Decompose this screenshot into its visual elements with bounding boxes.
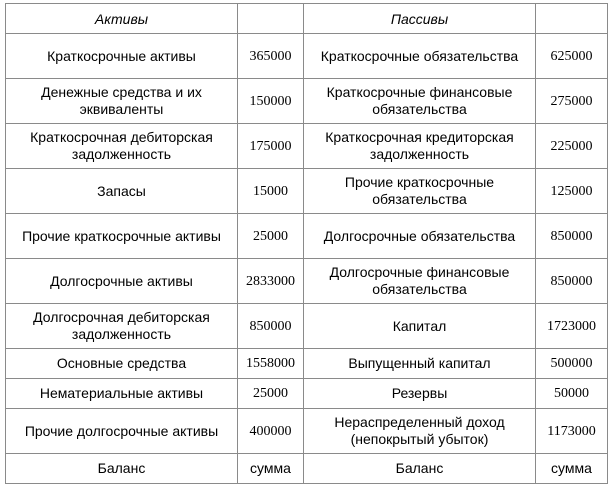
balance-total-row <box>6 454 608 484</box>
asset-label: Долгосрочная дебиторская задолженность <box>6 304 238 349</box>
balance-sheet-table <box>5 3 608 484</box>
asset-value: 1558000 <box>238 349 304 379</box>
asset-label: Основные средства <box>6 349 238 379</box>
asset-value: 2833000 <box>238 259 304 304</box>
asset-balance-value: сумма <box>238 454 304 484</box>
liability-value: 850000 <box>536 259 608 304</box>
asset-label: Нематериальные активы <box>6 379 238 409</box>
asset-value: 400000 <box>238 409 304 454</box>
liability-value: 500000 <box>536 349 608 379</box>
liability-label: Выпущенный капитал <box>304 349 536 379</box>
asset-label: Краткосрочная дебиторская задолженность <box>6 124 238 169</box>
liability-label: Прочие краткосрочные обязательства <box>304 169 536 214</box>
table-header-row <box>6 4 608 34</box>
liabilities-value-header <box>536 4 608 34</box>
asset-label: Прочие краткосрочные активы <box>6 214 238 259</box>
liability-label: Резервы <box>304 379 536 409</box>
asset-balance-label: Баланс <box>6 454 238 484</box>
asset-label: Прочие долгосрочные активы <box>6 409 238 454</box>
liability-label: Краткосрочные финансовые обязательства <box>304 79 536 124</box>
liability-balance-value: сумма <box>536 454 608 484</box>
asset-label: Денежные средства и их эквиваленты <box>6 79 238 124</box>
liability-value: 625000 <box>536 34 608 79</box>
table-row <box>6 349 608 379</box>
table-row <box>6 214 608 259</box>
liability-label: Долгосрочные обязательства <box>304 214 536 259</box>
table-row <box>6 34 608 79</box>
asset-label: Краткосрочные активы <box>6 34 238 79</box>
asset-value: 25000 <box>238 379 304 409</box>
liability-value: 1723000 <box>536 304 608 349</box>
table-row <box>6 304 608 349</box>
table-row <box>6 379 608 409</box>
table-row <box>6 169 608 214</box>
table-row <box>6 124 608 169</box>
assets-value-header <box>238 4 304 34</box>
table-row <box>6 409 608 454</box>
liability-value: 850000 <box>536 214 608 259</box>
liability-label: Долгосрочные финансовые обязательства <box>304 259 536 304</box>
asset-label: Долгосрочные активы <box>6 259 238 304</box>
asset-value: 850000 <box>238 304 304 349</box>
asset-label: Запасы <box>6 169 238 214</box>
liability-label: Капитал <box>304 304 536 349</box>
liability-value: 1173000 <box>536 409 608 454</box>
table-row <box>6 79 608 124</box>
assets-header: Активы <box>6 4 238 34</box>
liability-balance-label: Баланс <box>304 454 536 484</box>
liability-label: Краткосрочные обязательства <box>304 34 536 79</box>
liabilities-header: Пассивы <box>304 4 536 34</box>
asset-value: 15000 <box>238 169 304 214</box>
liability-value: 225000 <box>536 124 608 169</box>
asset-value: 25000 <box>238 214 304 259</box>
table-row <box>6 259 608 304</box>
asset-value: 365000 <box>238 34 304 79</box>
liability-label: Нераспределенный доход (непокрытый убыток) <box>304 409 536 454</box>
asset-value: 150000 <box>238 79 304 124</box>
liability-value: 275000 <box>536 79 608 124</box>
liability-value: 125000 <box>536 169 608 214</box>
liability-value: 50000 <box>536 379 608 409</box>
asset-value: 175000 <box>238 124 304 169</box>
liability-label: Краткосрочная кредиторская задолженность <box>304 124 536 169</box>
